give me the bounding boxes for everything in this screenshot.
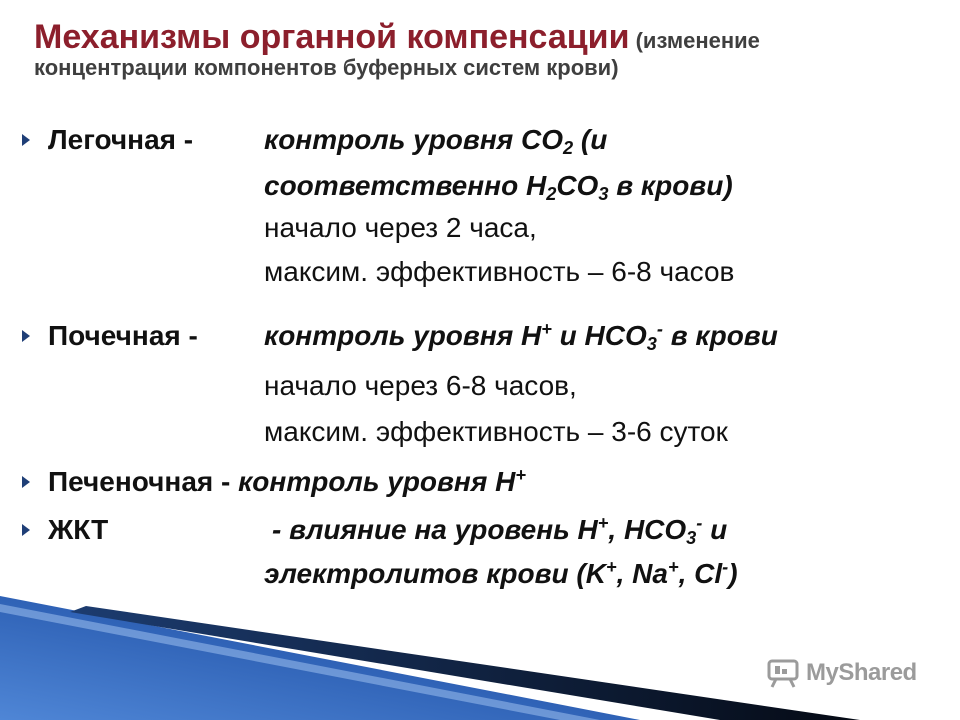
item-lung-line1-a: контроль уровня CO — [264, 124, 564, 155]
item-liver-label: Печеночная - — [48, 466, 239, 497]
item-lung-line1-sub: 2 — [563, 138, 574, 159]
item-gi-label: ЖКТ — [48, 514, 109, 545]
item-lung-line1-b: (и — [573, 124, 608, 155]
item-kidney-line1-sup2: - — [656, 319, 663, 339]
item-gi-line1-c: и — [702, 514, 728, 545]
item-gi-line2-d: ) — [728, 558, 738, 589]
item-lung-label: Легочная - — [48, 124, 194, 155]
item-gi-line1-b: , HCO — [608, 514, 687, 545]
item-gi-line2-sup1: + — [605, 557, 617, 577]
item-lung-line2-sub2: 3 — [598, 184, 609, 205]
item-gi-line1-a: - влияние на уровень H — [272, 514, 598, 545]
item-kidney-label: Почечная - — [48, 320, 198, 351]
item-kidney-line1-sub: 3 — [646, 334, 657, 355]
watermark-text: MyShared — [806, 659, 917, 686]
item-gi-line1-sub: 3 — [686, 528, 697, 549]
item-gi-line2-a: электролитов крови (K — [264, 558, 606, 589]
item-kidney-line1-sup: + — [541, 319, 552, 339]
item-liver-line1-sup: + — [515, 465, 526, 485]
item-kidney-line1-b: и HCO — [551, 320, 647, 351]
item-lung-line3: начало через 2 часа, — [264, 212, 537, 243]
title-main: Механизмы органной компенсации — [34, 18, 630, 56]
item-gi-line2-sup2: + — [667, 557, 679, 577]
item-gi-line2-c: , Cl — [678, 558, 723, 589]
item-lung-line2-sub1: 2 — [546, 184, 557, 205]
item-lung-line2-a: соответственно H — [264, 170, 547, 201]
watermark — [766, 656, 917, 690]
item-gi-line2-sup3: - — [722, 557, 729, 577]
item-gi-line1-sup2: - — [696, 513, 703, 533]
item-lung-line2-c: в крови) — [608, 170, 733, 201]
item-lung-line4: максим. эффективность – 6-8 часов — [264, 256, 735, 287]
item-kidney-line1-c: в крови — [662, 320, 778, 351]
title-sub-part1: (изменение — [629, 28, 760, 53]
item-lung-line2-b: CO — [556, 170, 599, 201]
item-kidney-line1-a: контроль уровня H — [264, 320, 542, 351]
presentation-board-icon — [766, 656, 800, 690]
title-sub-part2: концентрации компонентов буферных систем крови) — [34, 55, 619, 81]
item-liver-line1-a: контроль уровня H — [238, 466, 516, 497]
item-kidney-line3: максим. эффективность – 3-6 суток — [264, 416, 728, 447]
item-gi-line2-b: , Na — [616, 558, 668, 589]
item-kidney-line2: начало через 6-8 часов, — [264, 370, 577, 401]
item-gi-line1-sup: + — [597, 513, 609, 533]
